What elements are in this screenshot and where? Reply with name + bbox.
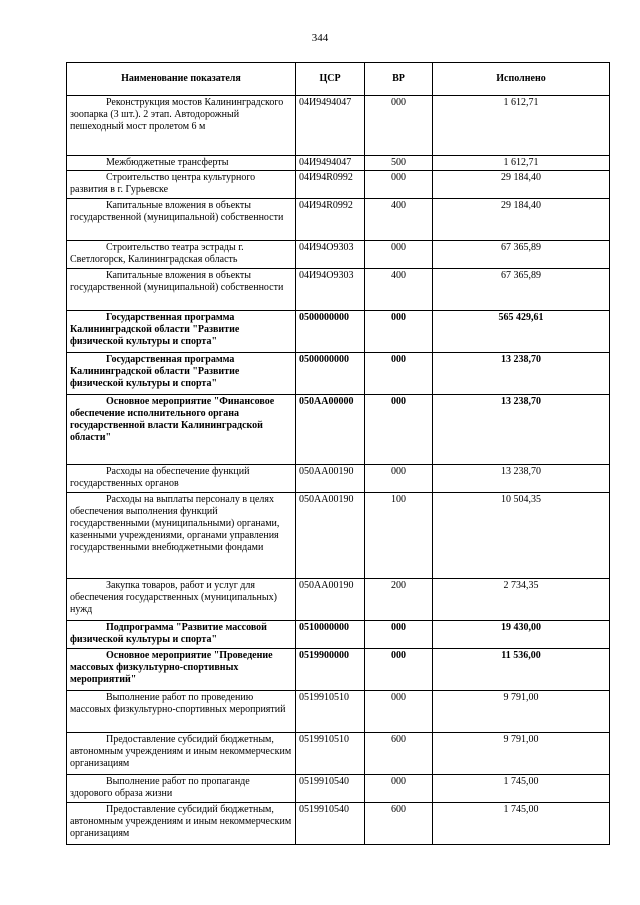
row-executed-cell: 19 430,00 (433, 621, 610, 649)
row-name-cell: Выполнение работ по проведению массовых физкультурно-спортивных мероприятий (67, 691, 296, 733)
row-name-cell: Подпрограмма "Развитие массовой физической культуры и спорта" (67, 621, 296, 649)
row-executed-cell: 9 791,00 (433, 691, 610, 733)
row-vr-cell: 400 (365, 199, 433, 241)
table-row (67, 156, 610, 171)
table-row (67, 621, 610, 649)
row-name-cell: Строительство центра культурного развития в г. Гурьевске (67, 171, 296, 199)
row-name-cell: Межбюджетные трансферты (67, 156, 296, 171)
row-vr-cell: 000 (365, 241, 433, 269)
row-executed-cell: 67 365,89 (433, 269, 610, 311)
table-row (67, 649, 610, 691)
table-row (67, 465, 610, 493)
row-vr-cell: 600 (365, 803, 433, 845)
page-number: 344 (311, 32, 329, 44)
row-name-cell: Основное мероприятие "Финансовое обеспечение исполнительного органа государственной власти Калининградской области" (67, 395, 296, 465)
row-csr-cell: 04И94R0992 (296, 199, 365, 241)
row-name-cell: Капитальные вложения в объекты государственной (муниципальной) собственности (67, 269, 296, 311)
row-name-cell: Строительство театра эстрады г. Светлогорск, Калининградская область (67, 241, 296, 269)
row-csr-cell: 0519910510 (296, 733, 365, 775)
row-vr-cell: 400 (365, 269, 433, 311)
row-name-cell: Реконструкция мостов Калининградского зоопарка (3 шт.). 2 этап. Автодорожный пешеходный мост пролетом 6 м (67, 96, 296, 156)
row-executed-cell: 1 745,00 (433, 775, 610, 803)
row-vr-cell: 000 (365, 311, 433, 353)
row-csr-cell: 050АА00190 (296, 465, 365, 493)
row-vr-cell: 000 (365, 775, 433, 803)
row-executed-cell: 9 791,00 (433, 733, 610, 775)
row-csr-cell: 0510000000 (296, 621, 365, 649)
header-executed: Исполнено (433, 63, 610, 96)
row-executed-cell: 2 734,35 (433, 579, 610, 621)
row-vr-cell: 000 (365, 395, 433, 465)
row-vr-cell: 600 (365, 733, 433, 775)
row-name-cell: Основное мероприятие "Проведение массовых физкультурно-спортивных мероприятий" (67, 649, 296, 691)
table-header-row (67, 63, 610, 96)
table-row (67, 269, 610, 311)
row-executed-cell: 13 238,70 (433, 465, 610, 493)
header-name: Наименование показателя (67, 63, 296, 96)
table-row (67, 395, 610, 465)
row-csr-cell: 050АА00190 (296, 579, 365, 621)
table-row (67, 493, 610, 579)
row-executed-cell: 29 184,40 (433, 199, 610, 241)
table-row (67, 311, 610, 353)
row-name-cell: Государственная программа Калининградской области "Развитие физической культуры и спорта" (67, 353, 296, 395)
row-executed-cell: 1 745,00 (433, 803, 610, 845)
table-row (67, 803, 610, 845)
row-name-cell: Выполнение работ по пропаганде здорового образа жизни (67, 775, 296, 803)
row-csr-cell: 0519910540 (296, 803, 365, 845)
row-csr-cell: 0519910540 (296, 775, 365, 803)
row-csr-cell: 04И9494047 (296, 96, 365, 156)
row-executed-cell: 565 429,61 (433, 311, 610, 353)
header-vr: ВР (365, 63, 433, 96)
table-row (67, 199, 610, 241)
row-executed-cell: 1 612,71 (433, 156, 610, 171)
row-csr-cell: 0500000000 (296, 353, 365, 395)
row-name-cell: Предоставление субсидий бюджетным, автономным учреждениям и иным некоммерческим организациям (67, 733, 296, 775)
header-csr: ЦСР (296, 63, 365, 96)
row-vr-cell: 000 (365, 649, 433, 691)
row-vr-cell: 000 (365, 465, 433, 493)
row-vr-cell: 000 (365, 171, 433, 199)
row-vr-cell: 000 (365, 353, 433, 395)
row-executed-cell: 10 504,35 (433, 493, 610, 579)
row-vr-cell: 200 (365, 579, 433, 621)
row-vr-cell: 000 (365, 691, 433, 733)
table-row (67, 353, 610, 395)
row-csr-cell: 050АА00000 (296, 395, 365, 465)
row-name-cell: Расходы на выплаты персоналу в целях обеспечения выполнения функций государственными (муниципальными) органами, казенными учреждениями, органами управления государственными внебюджетными фондами (67, 493, 296, 579)
table-row (67, 96, 610, 156)
row-csr-cell: 04И94О9303 (296, 269, 365, 311)
table-body (67, 96, 610, 845)
row-vr-cell: 500 (365, 156, 433, 171)
table-row (67, 171, 610, 199)
row-csr-cell: 050АА00190 (296, 493, 365, 579)
row-csr-cell: 04И94R0992 (296, 171, 365, 199)
row-executed-cell: 11 536,00 (433, 649, 610, 691)
row-csr-cell: 0519900000 (296, 649, 365, 691)
row-executed-cell: 1 612,71 (433, 96, 610, 156)
table-row (67, 775, 610, 803)
table-row (67, 691, 610, 733)
table-row (67, 241, 610, 269)
row-name-cell: Расходы на обеспечение функций государственных органов (67, 465, 296, 493)
row-csr-cell: 0519910510 (296, 691, 365, 733)
row-name-cell: Государственная программа Калининградской области "Развитие физической культуры и спорта" (67, 311, 296, 353)
row-name-cell: Закупка товаров, работ и услуг для обеспечения государственных (муниципальных) нужд (67, 579, 296, 621)
row-executed-cell: 29 184,40 (433, 171, 610, 199)
row-csr-cell: 04И9494047 (296, 156, 365, 171)
row-executed-cell: 13 238,70 (433, 395, 610, 465)
row-csr-cell: 04И94О9303 (296, 241, 365, 269)
row-name-cell: Капитальные вложения в объекты государственной (муниципальной) собственности (67, 199, 296, 241)
table-row (67, 579, 610, 621)
budget-execution-table (66, 62, 610, 845)
row-vr-cell: 100 (365, 493, 433, 579)
row-name-cell: Предоставление субсидий бюджетным, автономным учреждениям и иным некоммерческим организациям (67, 803, 296, 845)
row-executed-cell: 67 365,89 (433, 241, 610, 269)
row-vr-cell: 000 (365, 621, 433, 649)
row-vr-cell: 000 (365, 96, 433, 156)
row-executed-cell: 13 238,70 (433, 353, 610, 395)
table-row (67, 733, 610, 775)
row-csr-cell: 0500000000 (296, 311, 365, 353)
